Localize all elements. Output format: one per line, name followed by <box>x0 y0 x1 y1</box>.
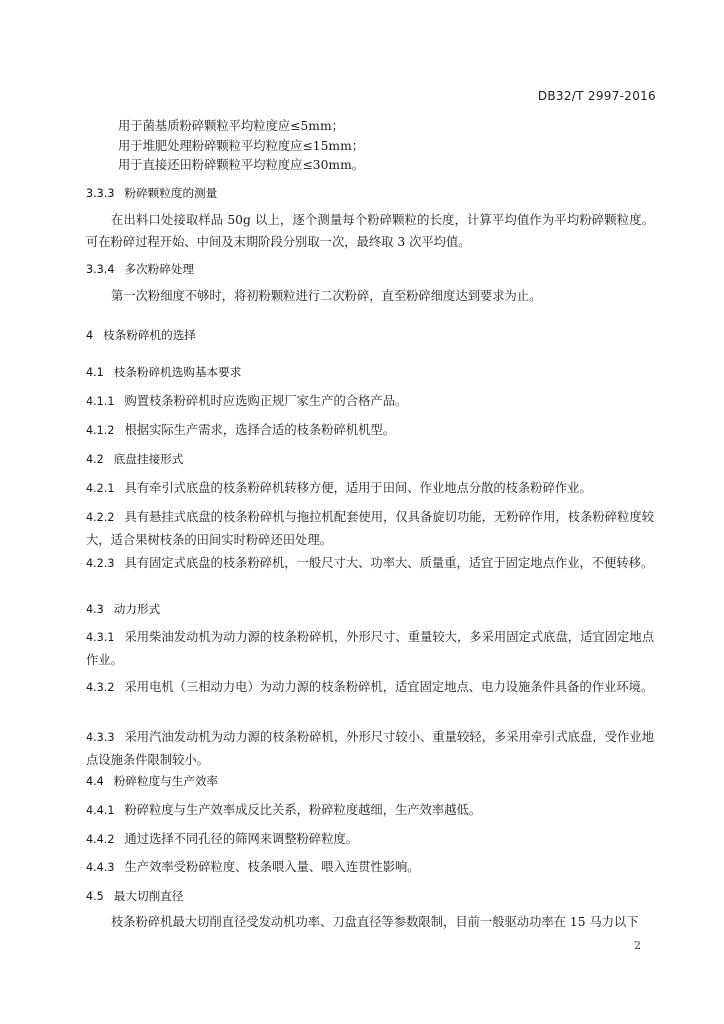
chapter-heading <box>86 328 196 343</box>
clause <box>86 803 481 818</box>
clause <box>86 860 420 875</box>
list-item: 用于堆肥处理粉碎颗粒平均粒度应≤15mm； <box>118 139 365 153</box>
section-number: 4 <box>86 329 94 342</box>
section-number: 4.2 <box>86 453 104 466</box>
clause-number: 4.1.1 <box>86 395 115 408</box>
section-title: 多次粉碎处理 <box>124 262 195 276</box>
clause <box>86 552 654 575</box>
section-heading <box>86 774 218 789</box>
section-number: 4.3 <box>86 603 104 616</box>
clause <box>86 832 358 847</box>
clause-text: 采用汽油发动机为动力源的枝条粉碎机，外形尺寸较小、重量较轻，多采用牵引式底盘，受作业地点设施条件限制较小。 <box>86 730 654 767</box>
section-title: 枝条粉碎机选购基本要求 <box>113 365 242 379</box>
clause <box>86 726 654 771</box>
clause-text: 购置枝条粉碎机时应选购正规厂家生产的合格产品。 <box>124 394 408 408</box>
section-heading <box>86 262 194 277</box>
clause <box>86 423 395 438</box>
clause-number: 4.3.1 <box>86 631 115 644</box>
paragraph: 第一次粉细度不够时，将初粉颗粒进行二次粉碎，直至粉碎细度达到要求为止。 <box>111 289 542 303</box>
clause-text: 具有悬挂式底盘的枝条粉碎机与拖拉机配套使用，仅具备旋切功能，无粉碎作用，枝条粉碎粒度较大，适合果树枝条的田间实时粉碎还田处理。 <box>86 510 654 547</box>
clause-number: 4.2.3 <box>86 557 115 570</box>
section-heading <box>86 365 241 380</box>
clause <box>86 481 592 496</box>
section-title: 粉碎颗粒度的测量 <box>124 186 218 200</box>
clause-text: 粉碎粒度与生产效率成反比关系，粉碎粒度越细，生产效率越低。 <box>124 803 482 817</box>
section-heading <box>86 452 183 467</box>
clause-number: 4.4.1 <box>86 804 115 817</box>
section-number: 4.5 <box>86 890 104 903</box>
section-heading <box>86 889 183 904</box>
clause-text: 采用电机（三相动力电）为动力源的枝条粉碎机，适宜固定地点、电力设施条件具备的作业环境。 <box>124 680 654 694</box>
clause-number: 4.4.3 <box>86 861 115 874</box>
clause-text: 采用柴油发动机为动力源的枝条粉碎机，外形尺寸、重量较大，多采用固定式底盘，适宜固定地点作业。 <box>86 630 654 667</box>
clause <box>86 676 654 699</box>
clause-number: 4.3.2 <box>86 681 115 694</box>
section-title: 底盘挂接形式 <box>113 452 184 466</box>
section-title: 枝条粉碎机的选择 <box>103 328 196 342</box>
paragraph: 在出料口处接取样品 50g 以上，逐个测量每个粉碎颗粒的长度，计算平均值作为平均粉碎颗粒度。可在粉碎过程开始、中间及末期阶段分别取一次，最终取 3 次平均值。 <box>86 213 654 249</box>
section-heading <box>86 186 217 201</box>
list-item: 用于直接还田粉碎颗粒平均粒度应≤30mm。 <box>118 158 365 172</box>
section-title: 动力形式 <box>113 602 161 616</box>
clause-number: 4.2.1 <box>86 482 115 495</box>
clause-text: 具有牵引式底盘的枝条粉碎机转移方便，适用于田间、作业地点分散的枝条粉碎作业。 <box>124 481 592 495</box>
clause-number: 4.1.2 <box>86 424 115 437</box>
clause-number: 4.3.3 <box>86 731 115 744</box>
section-number: 3.3.3 <box>86 187 115 200</box>
section-heading <box>86 602 160 617</box>
clause-text: 根据实际生产需求，选择合适的枝条粉碎机机型。 <box>124 423 396 437</box>
document-code: DB32/T 2997-2016 <box>537 89 656 103</box>
page-number: 2 <box>634 939 641 952</box>
paragraph: 枝条粉碎机最大切削直径受发动机功率、刀盘直径等参数限制，目前一般驱动功率在 15 马力以下 <box>111 915 639 929</box>
section-title: 粉碎粒度与生产效率 <box>113 774 219 788</box>
section-number: 3.3.4 <box>86 263 115 276</box>
clause <box>86 394 407 409</box>
list-item: 用于菌基质粉碎颗粒平均粒度应≤5mm； <box>118 119 344 133</box>
clause-text: 具有固定式底盘的枝条粉碎机，一般尺寸大、功率大、质量重，适宜于固定地点作业，不便转移。 <box>124 556 654 570</box>
section-number: 4.1 <box>86 366 104 379</box>
clause-text: 通过选择不同孔径的筛网来调整粉碎粒度。 <box>124 832 359 846</box>
clause-number: 4.4.2 <box>86 833 115 846</box>
clause-number: 4.2.2 <box>86 511 115 524</box>
clause-text: 生产效率受粉碎粒度、枝条喂入量、喂入连贯性影响。 <box>124 860 420 874</box>
clause <box>86 626 654 671</box>
clause <box>86 506 654 551</box>
section-number: 4.4 <box>86 775 104 788</box>
section-title: 最大切削直径 <box>113 889 184 903</box>
